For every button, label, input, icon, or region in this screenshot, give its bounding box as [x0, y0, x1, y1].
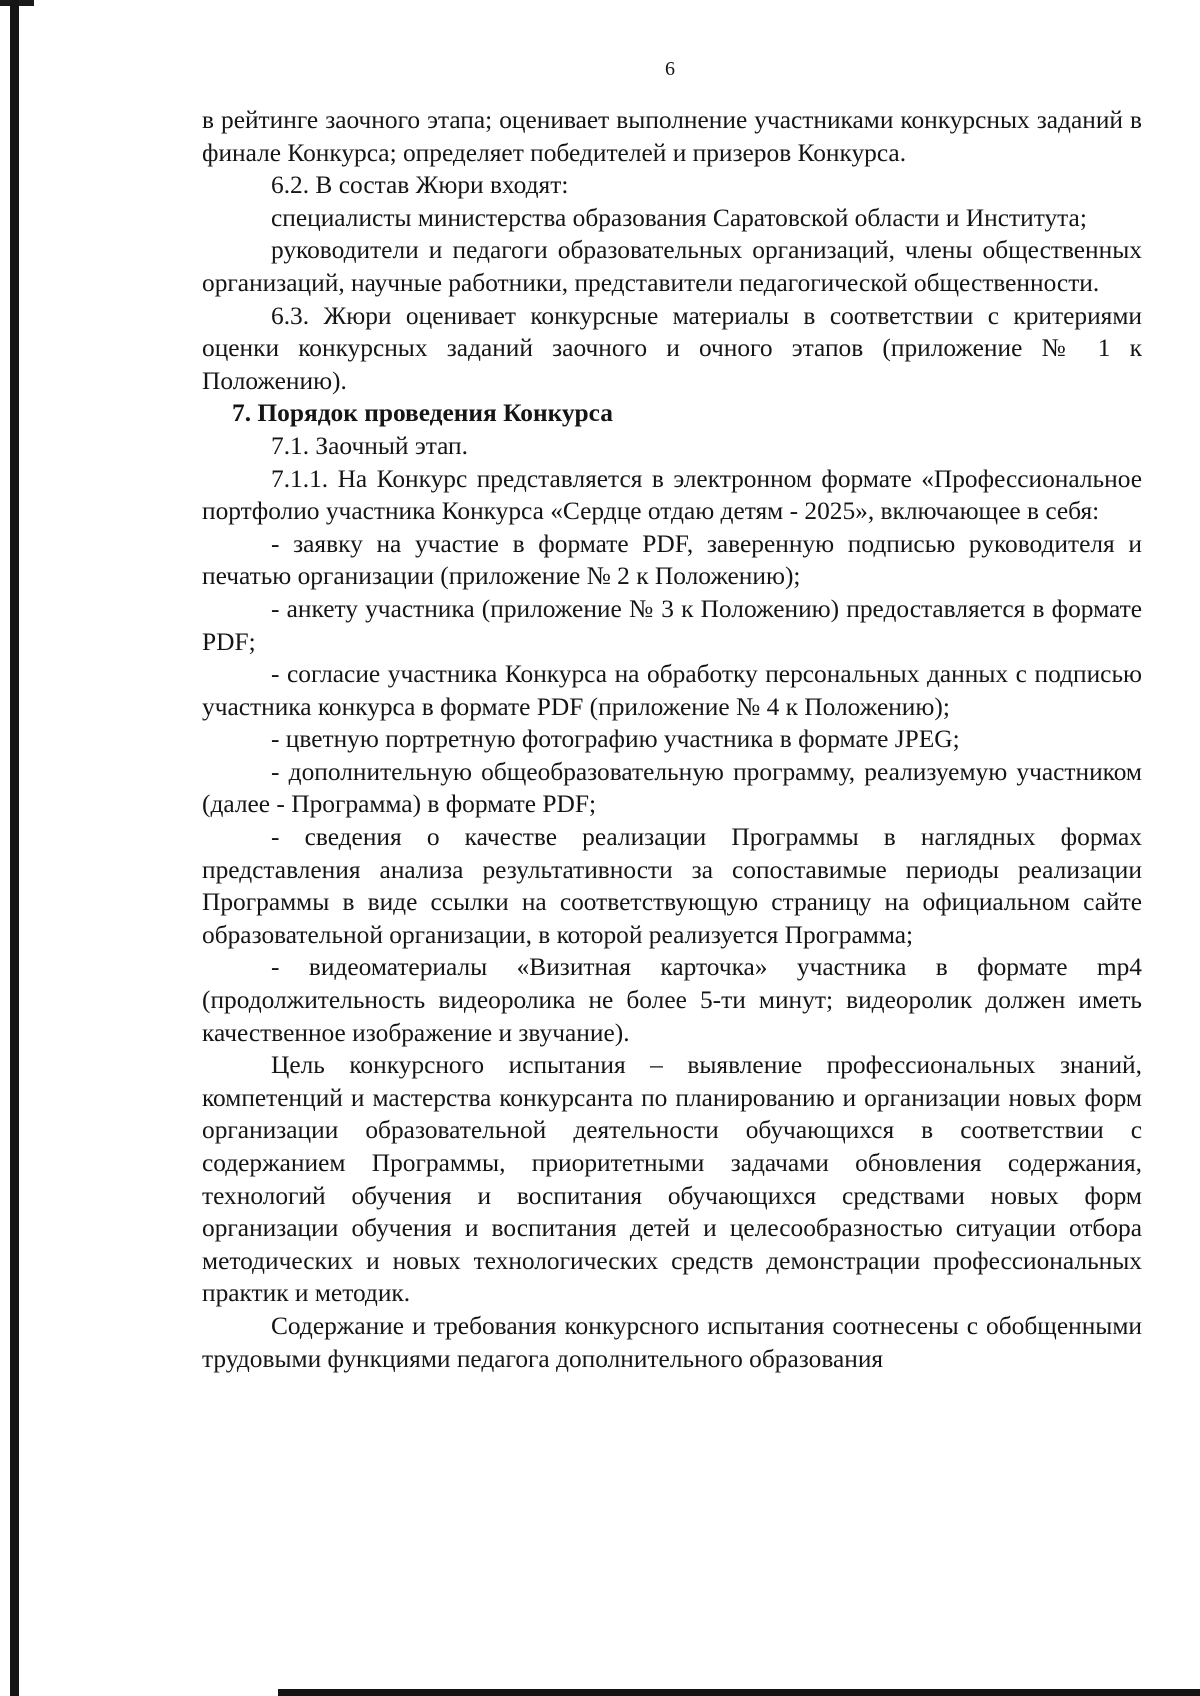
list-item-application: - заявку на участие в формате PDF, заверенную подписью руководителя и печатью организации (приложение № 2 к Положению);	[202, 529, 1142, 591]
paragraph-jury-specialists: специалисты министерства образования Саратовской области и Института;	[271, 203, 1087, 232]
list-item-consent: - согласие участника Конкурса на обработку персональных данных с подписью участника конкурса в формате PDF (приложение № 4 к Положению);	[202, 660, 1142, 721]
scan-edge-bottom	[278, 1689, 1200, 1696]
scan-edge-left	[10, 0, 19, 1696]
paragraph-7-1: 7.1. Заочный этап.	[271, 431, 468, 460]
list-item-quality-info: - сведения о качестве реализации Программы в наглядных формах представления анализа результативности за сопоставимые периоды реализации Программы в виде ссылки на соответствующую страницу на официальном сайте образовательной организации, в которой реализуется Программа;	[202, 823, 1142, 949]
paragraph-6-3: 6.3. Жюри оценивает конкурсные материалы в соответствии с критериями оценки конкурсных заданий заочного и очного этапов (приложение № 1 к Положению).	[202, 301, 1142, 395]
section-title: 7. Порядок проведения Конкурса	[232, 399, 613, 428]
list-item-video: - видеоматериалы «Визитная карточка» участника в формате mp4 (продолжительность видеоролика не более 5-ти минут; видеоролик должен иметь качественное изображение и звучание).	[202, 953, 1142, 1047]
paragraph-6-2: 6.2. В состав Жюри входят:	[271, 171, 569, 200]
list-item-program: - дополнительную общеобразовательную программу, реализуемую участником (далее - Программа) в формате PDF;	[202, 757, 1142, 819]
paragraph-goal: Цель конкурсного испытания – выявление профессиональных знаний, компетенций и мастерства конкурсанта по планированию и организации новых форм организации образовательной деятельности обучающихся в соответствии с содержанием Программы, приоритетными задачами обновления содержания, технологий обучения и воспитания обучающихся средствами новых форм организации обучения и воспитания детей и целесообразностью ситуации отбора методических и новых технологических средств демонстрации профессиональных практик и методик.	[202, 1051, 1142, 1308]
list-item-photo: - цветную портретную фотографию участника в формате JPEG;	[271, 725, 960, 754]
paragraph-requirements: Содержание и требования конкурсного испытания соотнесены с обобщенными трудовыми функциями педагога дополнительного образования	[202, 1311, 1142, 1373]
list-item-questionnaire: - анкету участника (приложение № 3 к Положению) предоставляется в формате PDF;	[202, 594, 1142, 656]
paragraph-jury-members: руководители и педагоги образовательных организаций, члены общественных организаций, научные работники, представители педагогической общественности.	[202, 236, 1142, 297]
document-body	[202, 104, 1142, 1375]
page-number: 6	[665, 58, 675, 80]
paragraph-7-1-1: 7.1.1. На Конкурс представляется в электронном формате «Профессиональное портфолио участника Конкурса «Сердце отдаю детям - 2025», включающее в себя:	[202, 464, 1142, 526]
paragraph-jury-duties-end: в рейтинге заочного этапа; оценивает выполнение участниками конкурсных заданий в финале Конкурса; определяет победителей и призеров Конкурса.	[202, 106, 1142, 167]
